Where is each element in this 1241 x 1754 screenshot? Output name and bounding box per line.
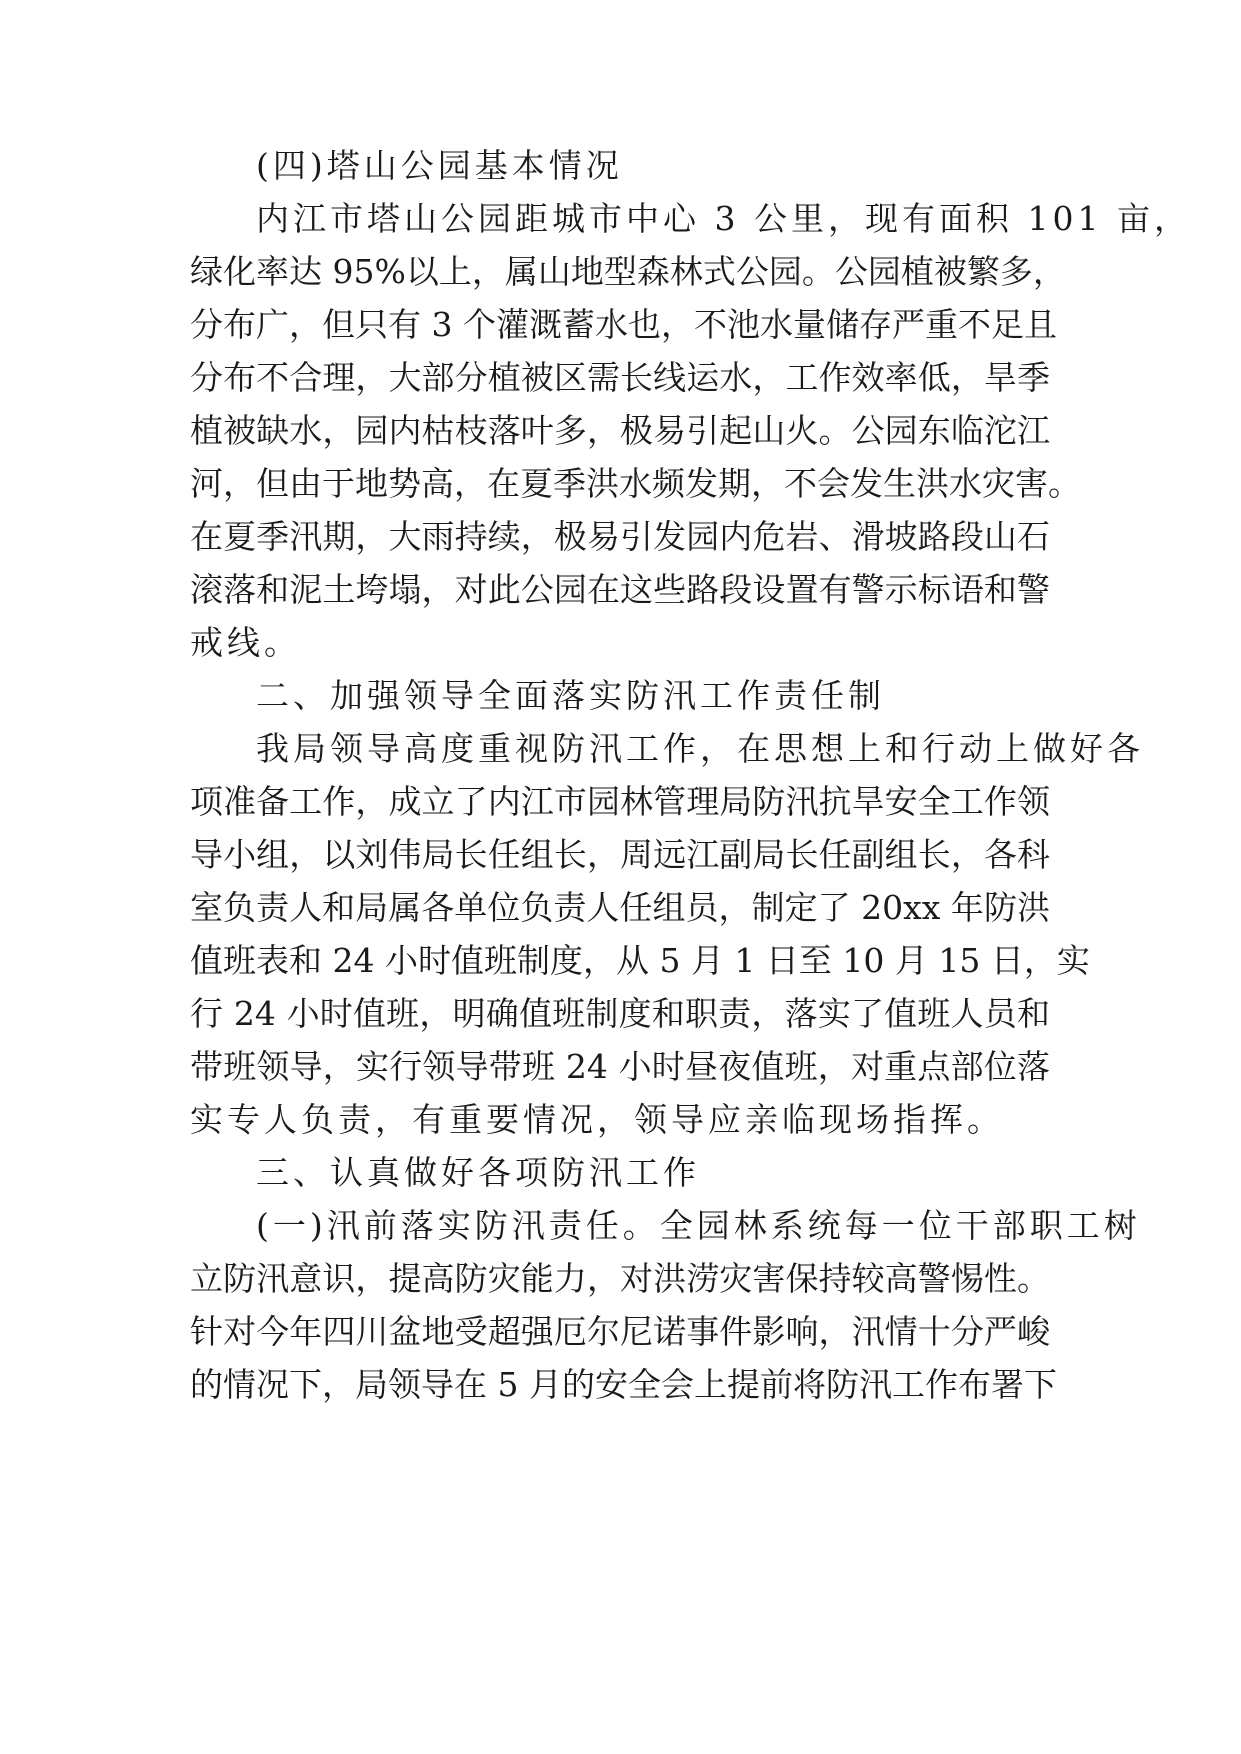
- paragraph-line: (一)汛前落实防汛责任。全园林系统每一位干部职工树: [256, 1206, 1141, 1245]
- paragraph-line: 的情况下，局领导在 5 月的安全会上提前将防汛工作布署下: [190, 1365, 1057, 1404]
- paragraph-line: 室负责人和局属各单位负责人任组员，制定了 20xx 年防洪: [190, 888, 1050, 927]
- paragraph-line: 针对今年四川盆地受超强厄尔尼诺事件影响，汛情十分严峻: [190, 1312, 1050, 1351]
- paragraph-line: 戒线。: [190, 623, 301, 662]
- paragraph-line: 立防汛意识，提高防灾能力，对洪涝灾害保持较高警惕性。: [190, 1259, 1050, 1298]
- section-heading-tashan-park: (四)塔山公园基本情况: [256, 146, 623, 185]
- paragraph-line: 项准备工作，成立了内江市园林管理局防汛抗旱安全工作领: [190, 782, 1050, 821]
- paragraph-line: 导小组，以刘伟局长任组长，周远江副局长任副组长，各科: [190, 835, 1050, 874]
- paragraph-line: 实专人负责，有重要情况，领导应亲临现场指挥。: [190, 1100, 1004, 1139]
- paragraph-line: 行 24 小时值班，明确值班制度和职责，落实了值班人员和: [190, 994, 1050, 1033]
- paragraph-line: 植被缺水，园内枯枝落叶多，极易引起山火。公园东临沱江: [190, 411, 1050, 450]
- paragraph-line: 河，但由于地势高，在夏季洪水频发期，不会发生洪水灾害。: [190, 464, 1081, 503]
- paragraph-line: 绿化率达 95%以上，属山地型森林式公园。公园植被繁多，: [190, 252, 1066, 291]
- paragraph-line: 滚落和泥土垮塌，对此公园在这些路段设置有警示标语和警: [190, 570, 1050, 609]
- paragraph-line: 在夏季汛期，大雨持续，极易引发园内危岩、滑坡路段山石: [190, 517, 1050, 556]
- paragraph-line: 分布广，但只有 3 个灌溉蓄水也，不池水量储存严重不足且: [190, 305, 1057, 344]
- section-heading-flood-work: 三、认真做好各项防汛工作: [256, 1153, 700, 1192]
- paragraph-line: 带班领导，实行领导带班 24 小时昼夜值班，对重点部位落: [190, 1047, 1050, 1086]
- paragraph-line: 分布不合理，大部分植被区需长线运水，工作效率低，旱季: [190, 358, 1050, 397]
- paragraph-line: 我局领导高度重视防汛工作，在思想上和行动上做好各: [256, 729, 1144, 768]
- paragraph-line: 值班表和 24 小时值班制度，从 5 月 1 日至 10 月 15 日，实: [190, 941, 1090, 980]
- section-heading-leadership: 二、加强领导全面落实防汛工作责任制: [256, 676, 885, 715]
- paragraph-line: 内江市塔山公园距城市中心 3 公里，现有面积 101 亩，: [256, 199, 1191, 238]
